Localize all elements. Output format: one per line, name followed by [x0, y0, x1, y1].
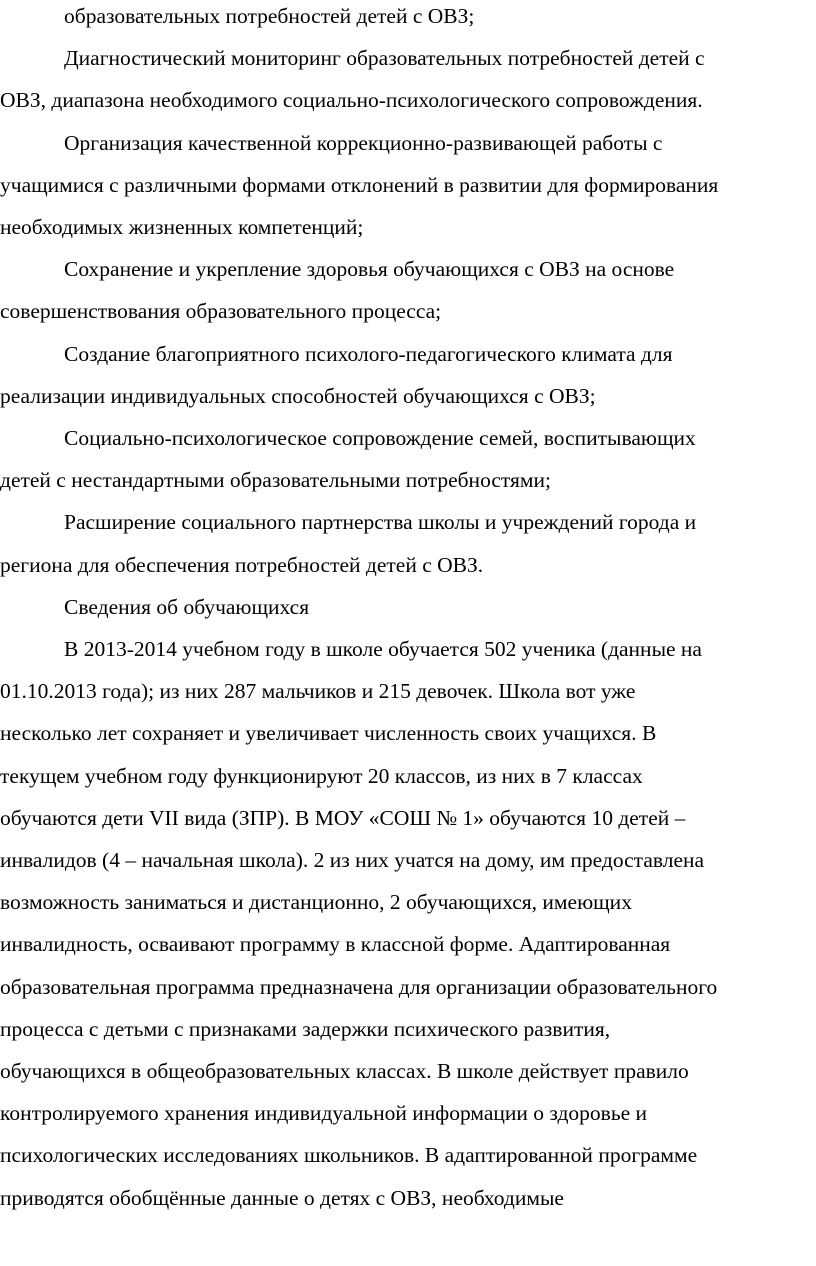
- paragraph-line: учащимися с различными формами отклонений в развитии для формирования: [0, 172, 719, 197]
- paragraph-line: несколько лет сохраняет и увеличивает численность своих учащихся. В: [0, 721, 657, 746]
- paragraph-line: обучаются дети VII вида (ЗПР). В МОУ «СОШ № 1» обучаются 10 детей –: [0, 805, 686, 830]
- paragraph-line: реализации индивидуальных способностей обучающихся с ОВЗ;: [0, 383, 596, 408]
- paragraph-line: инвалидность, осваивают программу в классной форме. Адаптированная: [0, 932, 671, 957]
- paragraph-first-line: Сохранение и укрепление здоровья обучающихся с ОВЗ на основе: [64, 257, 675, 282]
- paragraph-first-line: образовательных потребностей детей с ОВЗ;: [64, 4, 475, 28]
- paragraph-line: процесса с детьми с признаками задержки психического развития,: [0, 1016, 611, 1041]
- paragraph-line: 01.10.2013 года); из них 287 мальчиков и 215 девочек. Школа вот уже: [0, 679, 636, 704]
- paragraph-line: текущем учебном году функционируют 20 классов, из них в 7 классах: [0, 763, 643, 788]
- paragraph-line: возможность заниматься и дистанционно, 2 обучающихся, имеющих: [0, 890, 632, 915]
- paragraph-line: детей с нестандартными образовательными потребностями;: [0, 468, 551, 493]
- paragraph-line: обучающихся в общеобразовательных классах. В школе действует правило: [0, 1059, 689, 1083]
- paragraph-first-line: Расширение социального партнерства школы и учреждений города и: [64, 510, 697, 535]
- paragraph-line: психологических исследованиях школьников. В адаптированной программе: [0, 1143, 698, 1168]
- paragraph-line: совершенствования образовательного процесса;: [0, 299, 442, 324]
- paragraph-line: образовательная программа предназначена для организации образовательного: [0, 974, 718, 999]
- paragraph-first-line: Социально-психологическое сопровождение семей, воспитывающих: [64, 426, 696, 450]
- paragraph-line: контролируемого хранения индивидуальной информации о здоровье и: [0, 1101, 648, 1126]
- paragraph-first-line: В 2013-2014 учебном году в школе обучается 502 ученика (данные на: [64, 637, 702, 661]
- paragraph-first-line: Сведения об обучающихся: [64, 594, 310, 619]
- paragraph-first-line: Организация качественной коррекционно-развивающей работы с: [64, 130, 663, 155]
- paragraph-line: ОВЗ, диапазона необходимого социально-психологического сопровождения.: [0, 88, 703, 113]
- paragraph-line: приводятся обобщённые данные о детях с ОВЗ, необходимые: [0, 1185, 564, 1210]
- paragraph-line: инвалидов (4 – начальная школа). 2 из них учатся на дому, им предоставлена: [0, 848, 705, 872]
- paragraph-first-line: Диагностический мониторинг образовательных потребностей детей с: [64, 46, 705, 71]
- paragraph-line: региона для обеспечения потребностей детей с ОВЗ.: [0, 552, 484, 577]
- paragraph-line: необходимых жизненных компетенций;: [0, 215, 364, 239]
- paragraph-first-line: Создание благоприятного психолого-педагогического климата для: [64, 341, 673, 366]
